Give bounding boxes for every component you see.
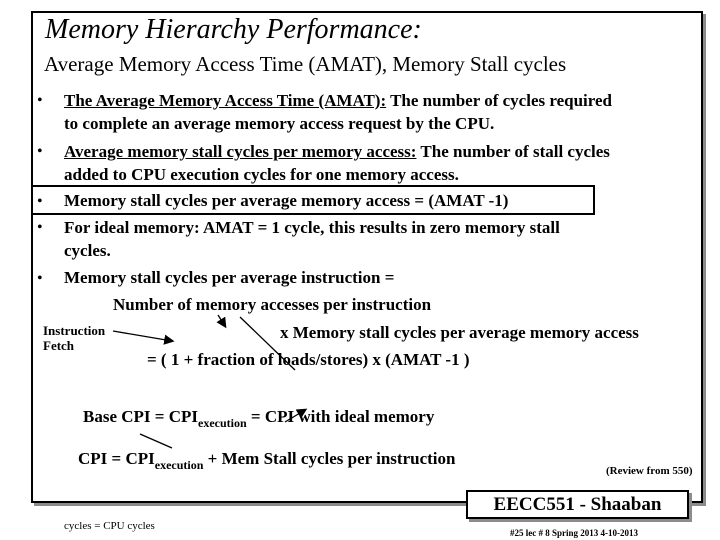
bullet-1-term: The Average Memory Access Time (AMAT):: [64, 91, 387, 110]
footer-left: cycles = CPU cycles: [64, 520, 155, 532]
bullet-4: For ideal memory: AMAT = 1 cycle, this results in zero memory stall: [64, 218, 560, 237]
bullet-3: Memory stall cycles per average memory access = (AMAT -1): [64, 191, 509, 210]
base-cpi-equation: Base CPI = $CPI_{execution}$ = CPI with ideal memory: [83, 407, 435, 430]
bullet-marker: •: [37, 143, 43, 160]
formula-line-3: = ( 1 + fraction of loads/stores) x (AMAT -1 ): [147, 350, 470, 369]
review-note: (Review from 550): [606, 465, 693, 477]
arrow-diagonal: [240, 317, 295, 370]
course-badge: EECC551 - Shaaban: [466, 490, 689, 519]
footer-right: #25 lec # 8 Spring 2013 4-10-2013: [510, 528, 638, 538]
bullet-2-cont: added to CPU execution cycles for one memory access.: [64, 165, 459, 184]
slide-title: Memory Hierarchy Performance:: [45, 14, 422, 45]
bullet-1-text: The number of cycles required: [386, 91, 613, 110]
formula-line-2: x Memory stall cycles per average memory access: [280, 323, 639, 342]
formula-line-1: Number of memory accesses per instruction: [113, 295, 432, 314]
cpi-equation: CPI = $CPI_{execution}$ + Mem Stall cycles per instruction: [78, 449, 456, 472]
bullet-4-cont: cycles.: [64, 241, 111, 260]
bullet-1-cont: to complete an average memory access request by the CPU.: [64, 114, 495, 133]
instruction-fetch-label: Instruction Fetch: [43, 323, 106, 353]
arrow-fetch: [113, 331, 172, 341]
bullet-5: Memory stall cycles per average instruction =: [64, 268, 395, 287]
bullet-marker: •: [37, 193, 43, 210]
bullet-2-text: The number of stall cycles: [416, 142, 610, 161]
bullet-marker: •: [37, 219, 43, 236]
arrow-cpi: [140, 434, 172, 448]
slide-subtitle: Average Memory Access Time (AMAT), Memory Stall cycles: [44, 52, 567, 76]
bullet-marker: •: [37, 92, 43, 109]
bullet-marker: •: [37, 270, 43, 287]
arrow-down: [218, 315, 225, 326]
bullet-2-term: Average memory stall cycles per memory access:: [64, 142, 417, 161]
